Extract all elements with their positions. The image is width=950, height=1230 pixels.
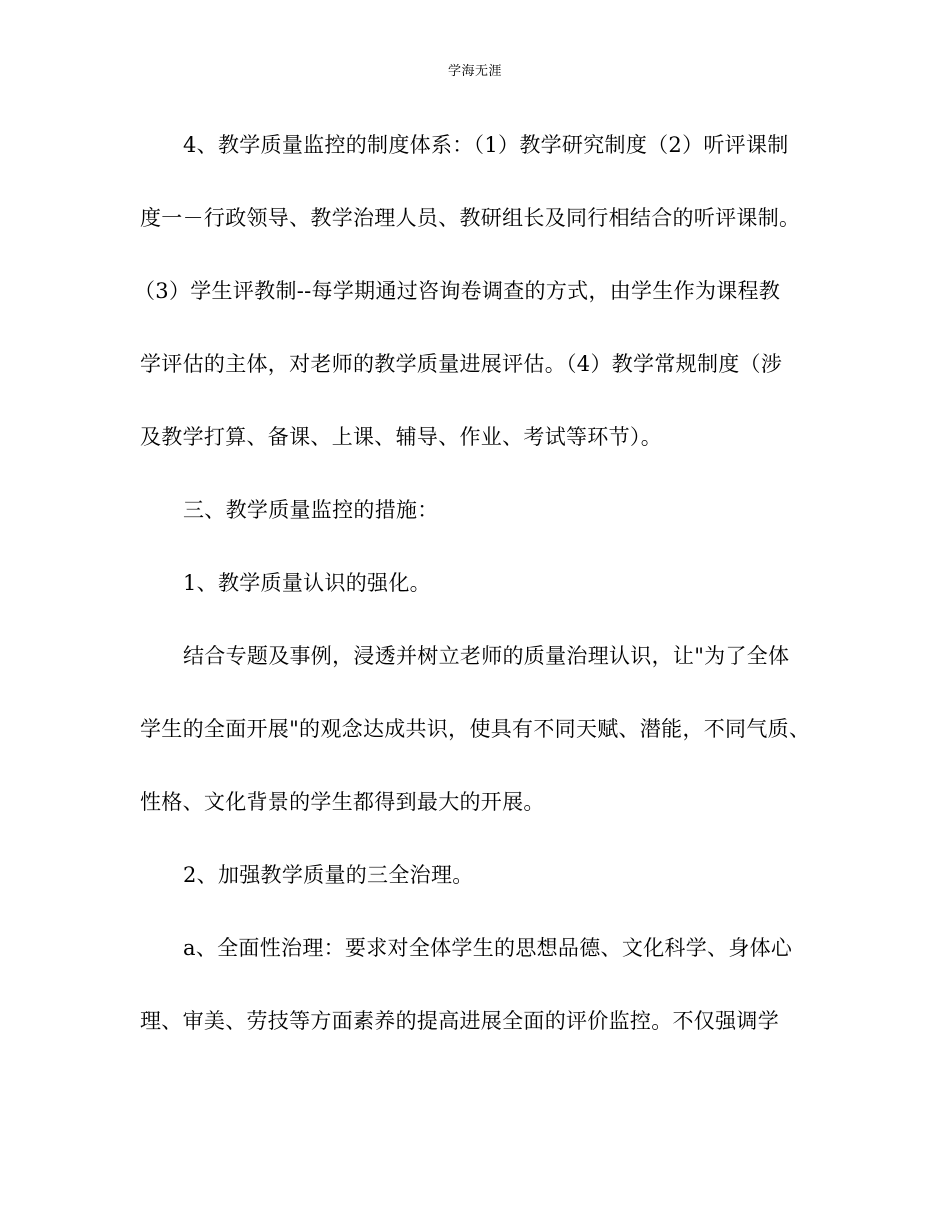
paragraph-line: 学评估的主体，对老师的教学质量进展评估。（4）教学常规制度（涉 <box>140 352 783 376</box>
paragraph-line: 4、教学质量监控的制度体系：（1）教学研究制度（2）听评课制 <box>183 133 789 157</box>
paragraph-line: 理、审美、劳技等方面素养的提高进展全面的评价监控。不仅强调学 <box>140 1009 779 1033</box>
paragraph-line: 度一－行政领导、教学治理人员、教研组长及同行相结合的听评课制。 <box>140 206 801 230</box>
document-body <box>134 126 830 1075</box>
page-header: 学海无涯 <box>447 64 502 79</box>
paragraph-line: 及教学打算、备课、上课、辅导、作业、考试等环节）。 <box>140 425 662 449</box>
paragraph-line: 结合专题及事例，浸透并树立老师的质量治理认识，让"为了全体 <box>183 644 790 668</box>
paragraph-line: （3）学生评教制--每学期通过咨询卷调查的方式，由学生作为课程教 <box>134 279 781 303</box>
paragraph-line: a、全面性治理：要求对全体学生的思想品德、文化科学、身体心 <box>183 936 793 960</box>
paragraph-line: 性格、文化背景的学生都得到最大的开展。 <box>140 790 545 814</box>
subsection-heading: 1、教学质量认识的强化。 <box>183 571 431 595</box>
subsection-heading: 2、加强教学质量的三全治理。 <box>183 863 474 887</box>
paragraph-line: 学生的全面开展"的观念达成共识，使具有不同天赋、潜能，不同气质、 <box>140 717 811 741</box>
section-heading: 三、教学质量监控的措施： <box>183 498 439 522</box>
